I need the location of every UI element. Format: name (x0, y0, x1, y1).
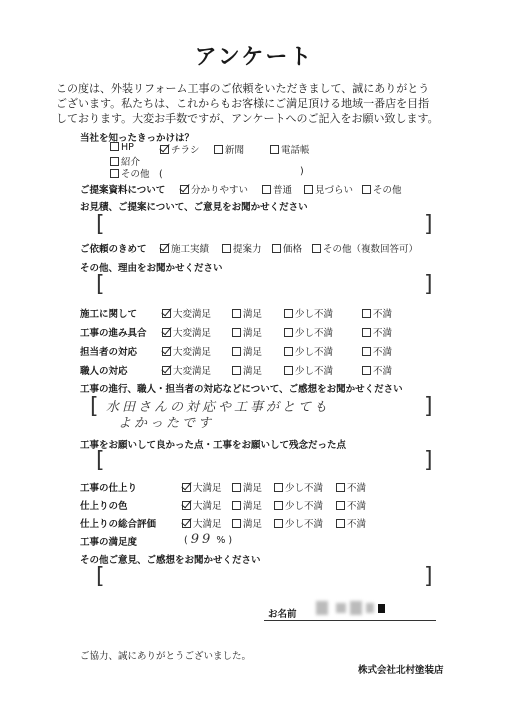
option-label: 少し不満 (285, 519, 324, 530)
q8-bracket-right: ] (424, 564, 433, 589)
q1-option-other[interactable]: その他 ( (110, 166, 163, 180)
q3-bracket-right: ] (424, 212, 433, 237)
redacted-name (336, 603, 346, 613)
option-label: 少し不満 (295, 366, 334, 377)
option-label: 不満 (373, 366, 393, 377)
q5-label: その他、理由をお聞かせください (80, 263, 223, 274)
ratings2-row-label: 仕上りの色 (80, 501, 128, 512)
checkbox[interactable] (284, 328, 293, 337)
q1-option-hp[interactable]: HP (110, 142, 134, 153)
ratings1-option[interactable] (162, 363, 211, 377)
ratings2-option[interactable] (274, 480, 323, 494)
q6-bracket-left: [ (90, 394, 99, 419)
q4-option-track-record[interactable]: 施工実績 (160, 241, 209, 255)
checkbox-checked[interactable] (182, 501, 191, 510)
ratings2-option[interactable] (182, 498, 222, 512)
checkbox[interactable] (362, 185, 371, 194)
q5-bracket-right: ] (424, 272, 433, 297)
q2-option-normal[interactable]: 普通 (262, 182, 292, 196)
redacted-name (378, 604, 385, 613)
checkbox[interactable] (362, 347, 371, 356)
q8-label: その他ご意見、ご感想をお聞かせください (80, 555, 261, 566)
option-label: 少し不満 (285, 483, 324, 494)
option-label: 大変満足 (173, 309, 212, 320)
option-label: 満足 (243, 309, 263, 320)
checkbox-checked[interactable] (162, 328, 171, 337)
checkbox[interactable] (262, 185, 271, 194)
ratings1-option[interactable] (232, 363, 262, 377)
ratings2-option[interactable] (232, 516, 262, 530)
intro-line-3: しております。大変お手数ですが、アンケートへのご記入をお願い致します。 (56, 112, 439, 125)
thanks-text: ご協力、誠にありがとうございました。 (80, 651, 252, 662)
checkbox[interactable] (336, 501, 345, 510)
q1-close-paren: ) (300, 166, 304, 177)
q3-label: お見積、ご提案について、ご意見をお聞かせください (80, 202, 308, 213)
q4-option-other[interactable]: その他（複数回答可） (312, 241, 418, 255)
checkbox[interactable] (362, 366, 371, 375)
ratings2-option[interactable] (182, 516, 222, 530)
q6-label: 工事の進行、職人・担当者の対応などについて、ご感想をお聞かせください (80, 384, 403, 395)
checkbox[interactable] (232, 501, 241, 510)
company-name: 株式会社北村塗装店 (358, 665, 444, 676)
checkbox[interactable] (304, 185, 313, 194)
checkbox[interactable] (274, 519, 283, 528)
option-label: 大満足 (193, 501, 222, 512)
option-label: 大変満足 (173, 366, 212, 377)
checkbox[interactable] (110, 157, 119, 166)
ratings1-option[interactable] (362, 363, 392, 377)
ratings2-row-label: 仕上りの総合評価 (80, 519, 157, 530)
satisfaction-label: 工事の満足度 (80, 537, 138, 548)
option-label: 満足 (243, 347, 263, 358)
checkbox-checked[interactable] (160, 145, 169, 154)
ratings1-option[interactable] (232, 344, 262, 358)
ratings1-option[interactable] (232, 325, 262, 339)
checkbox-checked[interactable] (162, 309, 171, 318)
ratings1-row-label: 職人の対応 (80, 366, 128, 377)
intro-line-2: ございます。私たちは、これからもお客様にご満足頂ける地域一番店を目指 (56, 97, 430, 110)
option-label: 不満 (373, 309, 393, 320)
q7-bracket-right: ] (424, 448, 433, 473)
checkbox[interactable] (284, 347, 293, 356)
ratings2-option[interactable] (232, 498, 262, 512)
option-label: 満足 (243, 328, 263, 339)
q1-option-flyer[interactable]: チラシ (160, 142, 200, 156)
q8-bracket-left: [ (96, 564, 105, 589)
ratings2-option[interactable] (232, 480, 262, 494)
ratings1-option[interactable] (284, 306, 333, 320)
ratings1-option[interactable] (362, 306, 392, 320)
checkbox[interactable] (362, 309, 371, 318)
redacted-name (350, 601, 362, 615)
q5-bracket-left: [ (96, 272, 105, 297)
checkbox-checked[interactable] (180, 185, 189, 194)
option-label: 大変満足 (173, 328, 212, 339)
q2-option-clear[interactable]: 分かりやすい (180, 182, 248, 196)
option-label: 少し不満 (295, 347, 334, 358)
checkbox-checked[interactable] (160, 244, 169, 253)
ratings1-option[interactable] (284, 344, 333, 358)
q6-handwritten-answer-1[interactable]: 水田さんの対応や工事がとても (106, 400, 331, 415)
ratings2-option[interactable] (274, 498, 323, 512)
option-label: 不満 (347, 519, 367, 530)
checkbox[interactable] (110, 169, 119, 178)
q2-option-other[interactable]: その他 (362, 182, 402, 196)
ratings1-option[interactable] (284, 325, 333, 339)
checkbox[interactable] (232, 347, 241, 356)
q1-option-newspaper[interactable]: 新聞 (214, 142, 244, 156)
checkbox[interactable] (274, 501, 283, 510)
option-label: 満足 (243, 501, 263, 512)
ratings1-option[interactable] (284, 363, 333, 377)
satisfaction-value[interactable]: ( 99 % ) (184, 532, 233, 547)
q7-label: 工事をお願いして良かった点・工事をお願いして残念だった点 (80, 440, 347, 451)
option-label: 不満 (347, 483, 367, 494)
ratings1-option[interactable] (362, 325, 392, 339)
checkbox[interactable] (284, 366, 293, 375)
option-label: 不満 (347, 501, 367, 512)
q3-bracket-left: [ (96, 212, 105, 237)
checkbox-checked[interactable] (162, 366, 171, 375)
redacted-name (366, 603, 374, 613)
q2-label: ご提案資料について (80, 185, 166, 196)
q4-label: ご依頼のきめて (80, 244, 147, 255)
ratings1-option[interactable] (232, 306, 262, 320)
q1-option-referral[interactable]: 紹介 (110, 154, 140, 168)
checkbox[interactable] (214, 145, 223, 154)
ratings2-row-label: 工事の仕上り (80, 483, 138, 494)
ratings2-option[interactable] (274, 516, 323, 530)
option-label: 満足 (243, 483, 263, 494)
checkbox[interactable] (232, 309, 241, 318)
checkbox[interactable] (232, 366, 241, 375)
ratings1-option[interactable] (162, 306, 211, 320)
q6-bracket-right: ] (424, 394, 433, 419)
checkbox[interactable] (274, 483, 283, 492)
ratings2-option[interactable] (336, 516, 366, 530)
checkbox[interactable] (336, 519, 345, 528)
page-title: アンケート (194, 45, 314, 70)
ratings2-option[interactable] (336, 480, 366, 494)
q2-option-hard[interactable]: 見づらい (304, 182, 353, 196)
checkbox[interactable] (270, 145, 279, 154)
q1-label: 当社を知ったきっかけは？ (80, 133, 195, 144)
ratings1-row-label: 施工に関して (80, 309, 138, 320)
checkbox[interactable] (362, 328, 371, 337)
option-label: 不満 (373, 328, 393, 339)
q6-handwritten-answer-2[interactable]: よかったです (118, 416, 215, 431)
q4-option-proposal[interactable]: 提案力 (222, 241, 262, 255)
option-label: 少し不満 (295, 309, 334, 320)
checkbox[interactable] (232, 483, 241, 492)
option-label: 大満足 (193, 483, 222, 494)
ratings1-option[interactable] (362, 344, 392, 358)
checkbox[interactable] (222, 244, 231, 253)
checkbox-checked[interactable] (162, 347, 171, 356)
redacted-name (316, 601, 328, 615)
ratings1-option[interactable] (162, 325, 211, 339)
checkbox[interactable] (110, 142, 119, 151)
option-label: 少し不満 (295, 328, 334, 339)
ratings2-option[interactable] (182, 480, 222, 494)
option-label: 少し不満 (285, 501, 324, 512)
checkbox[interactable] (232, 519, 241, 528)
ratings2-option[interactable] (336, 498, 366, 512)
checkbox-checked[interactable] (182, 519, 191, 528)
option-label: 大満足 (193, 519, 222, 530)
option-label: 満足 (243, 366, 263, 377)
option-label: 大変満足 (173, 347, 212, 358)
option-label: 満足 (243, 519, 263, 530)
q7-bracket-left: [ (96, 448, 105, 473)
checkbox[interactable] (272, 244, 281, 253)
q1-option-phonebook[interactable]: 電話帳 (270, 142, 310, 156)
checkbox[interactable] (232, 328, 241, 337)
q4-option-price[interactable]: 価格 (272, 241, 302, 255)
checkbox[interactable] (336, 483, 345, 492)
option-label: 不満 (373, 347, 393, 358)
checkbox[interactable] (312, 244, 321, 253)
ratings1-row-label: 工事の進み具合 (80, 328, 147, 339)
name-label: お名前 (268, 609, 297, 620)
intro-line-1: この度は、外装リフォーム工事のご依頼をいただきまして、誠にありがとう (56, 82, 430, 95)
checkbox-checked[interactable] (182, 483, 191, 492)
ratings1-option[interactable] (162, 344, 211, 358)
checkbox[interactable] (284, 309, 293, 318)
name-underline (264, 620, 436, 621)
ratings1-row-label: 担当者の対応 (80, 347, 138, 358)
